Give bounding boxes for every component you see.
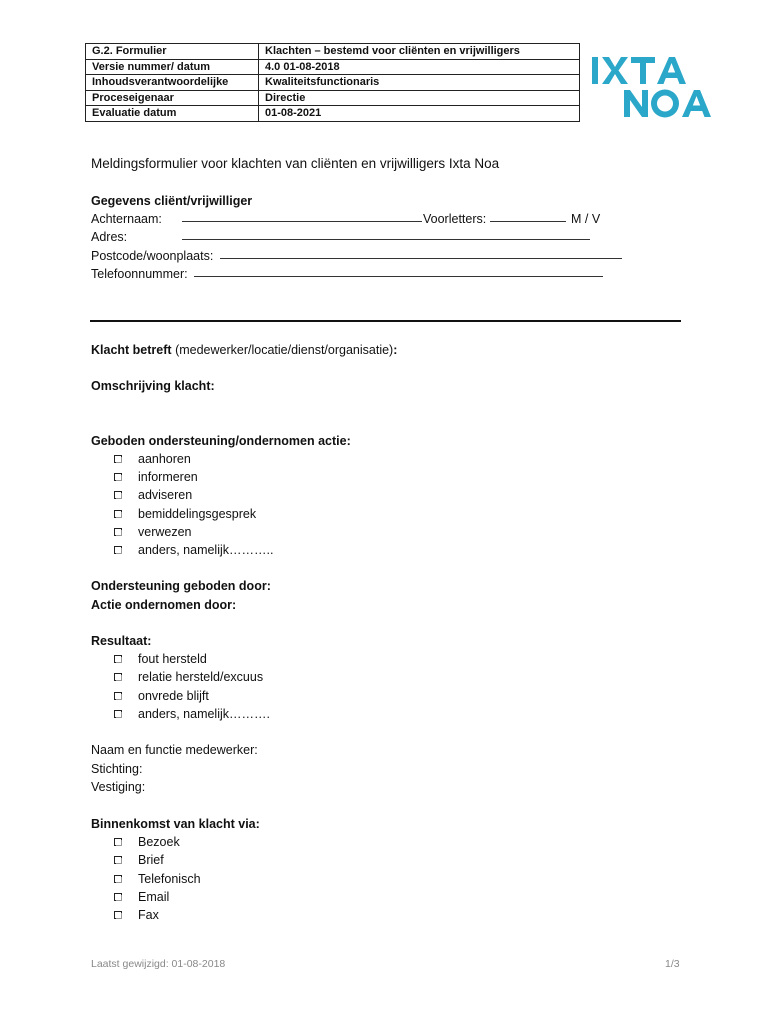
table-row <box>86 59 580 75</box>
checkbox[interactable] <box>114 856 122 864</box>
meta-key: Evaluatie datum <box>86 106 259 122</box>
meta-value: Directie <box>259 90 580 106</box>
complaint-concerns-label: Klacht betreft <box>91 343 172 357</box>
checkbox[interactable] <box>114 673 122 681</box>
address-field[interactable] <box>182 229 590 240</box>
postcode-field[interactable] <box>220 248 622 259</box>
document-meta-table <box>85 43 580 122</box>
complaint-concerns <box>91 342 397 358</box>
table-row <box>86 106 580 122</box>
section-divider <box>90 320 681 322</box>
checkbox[interactable] <box>114 893 122 901</box>
checkbox[interactable] <box>114 491 122 499</box>
checkbox[interactable] <box>114 710 122 718</box>
foundation-label: Stichting: <box>91 762 143 776</box>
checkbox[interactable] <box>114 455 122 463</box>
complaint-concerns-note: (medewerker/locatie/dienst/organisatie) <box>175 343 394 357</box>
postcode-label: Postcode/woonplaats: <box>91 249 214 263</box>
provided-by-label: Ondersteuning geboden door: <box>91 579 271 593</box>
complaint-concerns-colon: : <box>393 343 398 357</box>
checkbox[interactable] <box>114 838 122 846</box>
table-row <box>86 90 580 106</box>
checkbox[interactable] <box>114 510 122 518</box>
support-heading: Geboden ondersteuning/ondernomen actie: <box>91 434 351 448</box>
meta-key: Inhoudsverantwoordelijke <box>86 75 259 91</box>
checkbox[interactable] <box>114 911 122 919</box>
initials-field[interactable] <box>490 211 566 222</box>
phone-label: Telefoonnummer: <box>91 267 188 281</box>
meta-value: Klachten – bestemd voor cliënten en vrijwilligers <box>259 44 580 60</box>
ixta-noa-logo <box>591 52 721 122</box>
footer-page-number: 1/3 <box>665 958 680 970</box>
location-label: Vestiging: <box>91 780 146 794</box>
checkbox[interactable] <box>114 473 122 481</box>
checkbox[interactable] <box>114 655 122 663</box>
form-title: Meldingsformulier voor klachten van cliënten en vrijwilligers Ixta Noa <box>91 156 500 171</box>
meta-value: 4.0 01-08-2018 <box>259 59 580 75</box>
surname-label: Achternaam: <box>91 212 162 226</box>
meta-key: Versie nummer/ datum <box>86 59 259 75</box>
meta-key: Proceseigenaar <box>86 90 259 106</box>
meta-value: 01-08-2021 <box>259 106 580 122</box>
checkbox[interactable] <box>114 692 122 700</box>
staff-name-label: Naam en functie medewerker: <box>91 743 258 757</box>
initials-label: Voorletters: <box>423 212 487 226</box>
action-by-label: Actie ondernomen door: <box>91 598 237 612</box>
meta-key: G.2. Formulier <box>86 44 259 60</box>
address-label: Adres: <box>91 230 128 244</box>
gender-option[interactable]: M / V <box>571 212 601 226</box>
phone-field[interactable] <box>194 266 603 277</box>
table-row <box>86 44 580 60</box>
surname-field[interactable] <box>182 211 422 222</box>
checkbox[interactable] <box>114 528 122 536</box>
meta-value: Kwaliteitsfunctionaris <box>259 75 580 91</box>
checkbox[interactable] <box>114 875 122 883</box>
result-heading: Resultaat: <box>91 634 152 648</box>
client-section-heading: Gegevens cliënt/vrijwilliger <box>91 194 253 208</box>
checkbox[interactable] <box>114 546 122 554</box>
footer-modified: Laatst gewijzigd: 01-08-2018 <box>91 958 226 970</box>
table-row <box>86 75 580 91</box>
intake-heading: Binnenkomst van klacht via: <box>91 817 260 831</box>
complaint-description-label: Omschrijving klacht: <box>91 379 215 393</box>
